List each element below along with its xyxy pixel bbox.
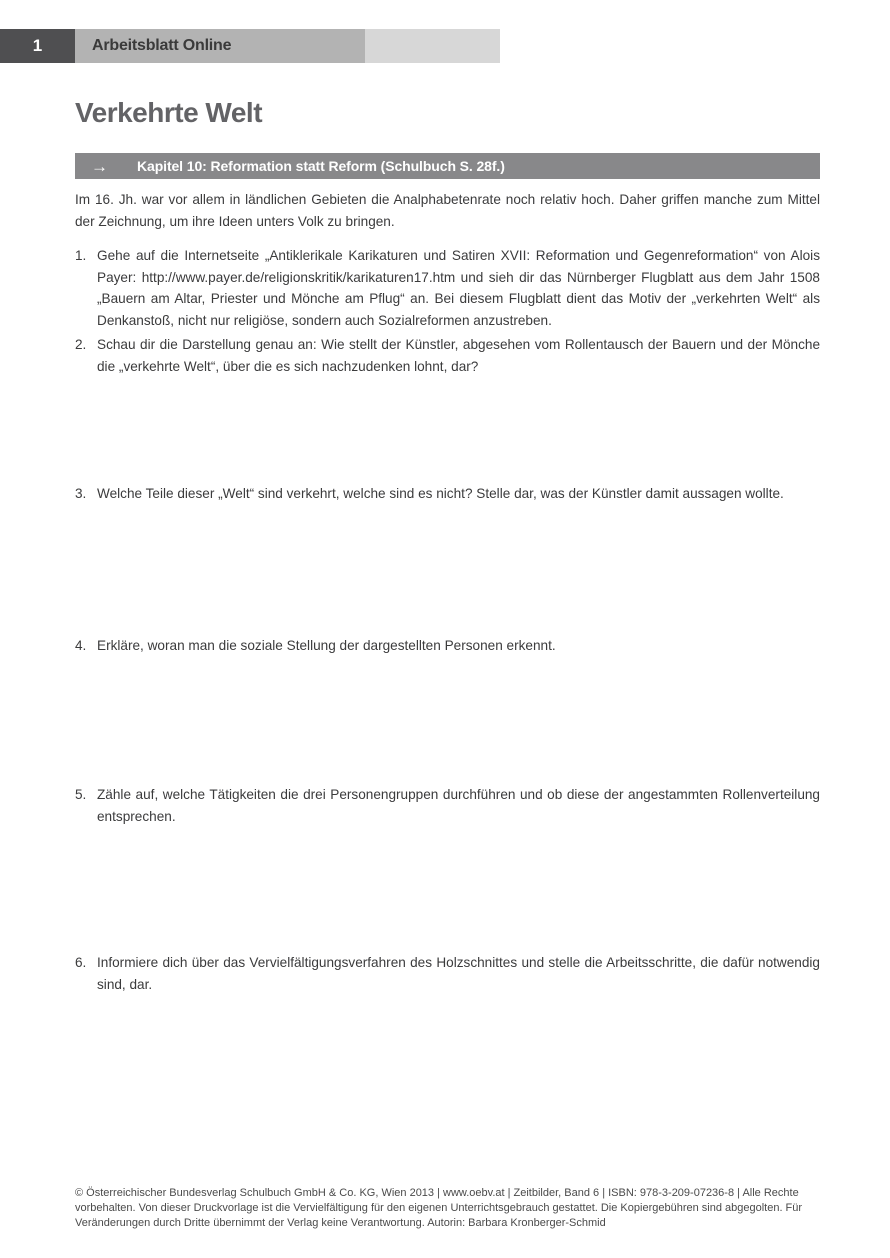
unit-number-box — [0, 29, 75, 63]
task-number: 6. — [75, 955, 87, 970]
task-text: Informiere dich über das Vervielfältigungsverfahren des Holzschnittes und stelle die Arbeitsschritte, die dafür notwendig sind, dar. — [97, 955, 820, 992]
task-item-1 — [75, 245, 820, 331]
task-item-5 — [75, 784, 820, 827]
task-number: 1. — [75, 248, 87, 263]
unit-number: 1 — [32, 36, 43, 55]
task-text: Schau dir die Darstellung genau an: Wie stellt der Künstler, abgesehen vom Rollentausch der Bauern und der Mönche die „verkehrte Welt“, über die es sich nachzudenken lohnt, dar? — [97, 337, 820, 374]
task-text: Erkläre, woran man die soziale Stellung der dargestellten Personen erkennt. — [97, 637, 556, 653]
header-label: Arbeitsblatt Online — [92, 37, 232, 54]
task-text: Zähle auf, welche Tätigkeiten die drei Personengruppen durchführen und ob diese der angestammten Rollenverteilung entsprechen. — [97, 787, 820, 824]
intro-paragraph: Im 16. Jh. war vor allem in ländlichen Gebieten die Analphabetenrate noch relativ hoch. Daher griffen manche zum Mittel der Zeichnung, um ihre Ideen unters Volk zu bringen. — [75, 192, 820, 229]
task-number: 3. — [75, 486, 87, 501]
task-item-4 — [75, 635, 820, 657]
page-footer — [75, 1186, 820, 1231]
page-title: Verkehrte Welt — [75, 97, 263, 128]
task-list — [75, 245, 820, 995]
task-number: 4. — [75, 637, 87, 653]
task-item-2 — [75, 334, 820, 377]
copyright-text: © Österreichischer Bundesverlag Schulbuch GmbH & Co. KG, Wien 2013 | www.oebv.at | Zeitbilder, Band 6 | ISBN: 978-3-209-07236-8 | Alle Rechte vorbehalten. Von dieser Druckvorlage ist die Vervielfältigung für den eigenen Unterrichtsgebrauch gestattet. Die Kopiergebühren sind abgegolten. Für Veränderungen durch Dritte übernimmt der Verlag keine Verantwortung. Autorin: Barbara Kronberger-Schmid — [75, 1187, 803, 1229]
arrow-right-icon: → — [91, 156, 108, 176]
task-item-6 — [75, 952, 820, 995]
task-number: 5. — [75, 787, 87, 802]
chapter-banner — [75, 153, 820, 179]
chapter-banner-label: Kapitel 10: Reformation statt Reform (Schulbuch S. 28f.) — [137, 158, 505, 174]
task-text: Gehe auf die Internetseite „Antiklerikale Karikaturen und Satiren XVII: Reformation und Gegenreformation“ von Alois Payer: http://www.payer.de/religionskritik/karikaturen17.htm und sieh dir das Nürnberger Flugblatt aus dem Jahr 1508 „Bauern am Altar, Priester und Mönche am Pflug“ an. Bei diesem Flugblatt dient das Motiv der „verkehrten Welt“ als Denkanstoß, nicht nur religiöse, sondern auch Sozialreformen anzustreben. — [97, 248, 820, 328]
task-text: Welche Teile dieser „Welt“ sind verkehrt, welche sind es nicht? Stelle dar, was der Künstler damit aussagen wollte. — [97, 486, 784, 501]
task-item-3 — [75, 483, 820, 505]
content-column — [75, 0, 820, 995]
task-number: 2. — [75, 337, 87, 352]
